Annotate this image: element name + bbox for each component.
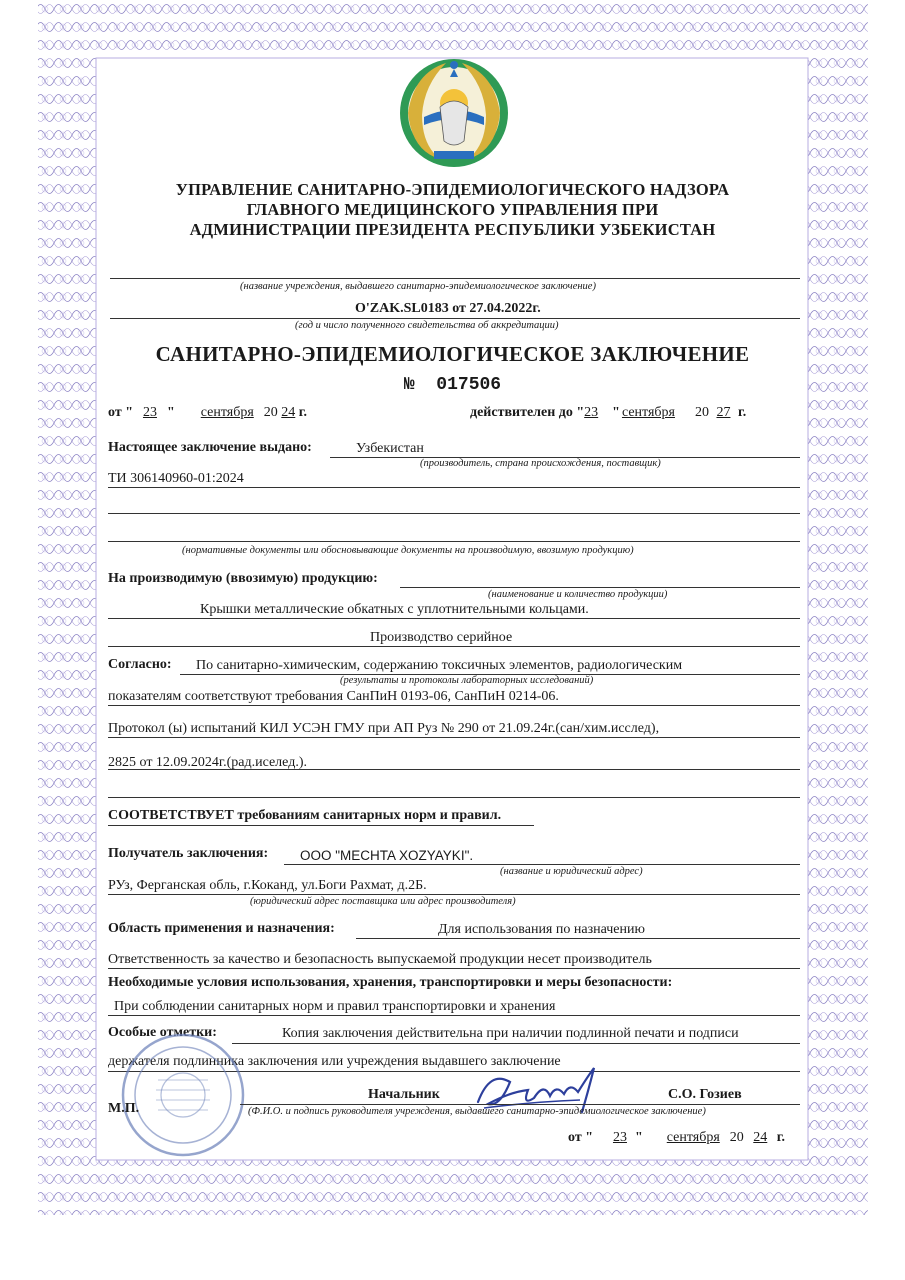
institution-caption: (название учреждения, выдавшего санитарно-эпидемиологическое заключение): [240, 281, 596, 292]
signer-position: Начальник: [368, 1087, 440, 1102]
recipient-address-caption: (юридический адрес поставщика или адрес производителя): [250, 896, 516, 907]
sign-day: 23: [612, 1130, 627, 1145]
recipient-caption: (название и юридический адрес): [500, 866, 643, 877]
responsibility-line: [108, 968, 800, 969]
issue-year-prefix: 20: [263, 405, 278, 420]
conditions-value: При соблюдении санитарных норм и правил транспортировки и хранения: [114, 999, 556, 1014]
sign-quote-close: ": [634, 1130, 643, 1145]
recipient-line: [284, 864, 800, 865]
issue-day: 23: [142, 405, 157, 420]
according-caption: (результаты и протоколы лабораторных исследований): [340, 675, 594, 686]
sign-date-prefix: от ": [568, 1130, 593, 1145]
valid-month: сентября: [621, 405, 675, 420]
product-underline-1: [108, 618, 800, 619]
scope-line: [356, 938, 800, 939]
issued-to-caption: (производитель, страна происхождения, поставщик): [420, 458, 661, 469]
according-line-1: По санитарно-химическим, содержанию токсичных элементов, радиологическим: [196, 658, 683, 673]
valid-until: [470, 405, 746, 421]
according-underline-2: [108, 705, 800, 706]
issued-to-value: Узбекистан: [356, 441, 424, 456]
according-underline-4: [108, 769, 800, 770]
issue-month: сентября: [200, 405, 254, 420]
product-caption: (наименование и количество продукции): [488, 589, 668, 600]
notes-underline-1: [232, 1043, 800, 1044]
product-label: На производимую (ввозимую) продукцию:: [108, 571, 378, 586]
number-value: 017506: [436, 375, 502, 395]
conformity-bold: СООТВЕТСТВУЕТ: [108, 808, 234, 823]
valid-year: 27: [716, 405, 731, 420]
mp-label: М.П.: [108, 1101, 140, 1116]
docs-value: ТИ 306140960-01:2024: [108, 471, 244, 486]
according-line-4: 2825 от 12.09.2024г.(рад.иселед.).: [108, 755, 307, 770]
according-line-2: показателям соответствуют требования СанПиН 0193-06, СанПиН 0214-06.: [108, 689, 559, 704]
sign-date: [568, 1130, 785, 1146]
conformity-rest: требованиям санитарных норм и правил.: [237, 808, 502, 823]
recipient-value: ООО "MECHTA XOZYAYKI".: [300, 848, 474, 863]
signature-line: [240, 1104, 800, 1105]
issue-suffix: г.: [298, 405, 308, 420]
product-line: [400, 587, 800, 588]
round-stamp-icon: [118, 1030, 248, 1160]
conformity-underline: [108, 825, 534, 826]
institution-line: [110, 278, 800, 279]
product-line-1: Крышки металлические обкатных с уплотнительными кольцами.: [200, 602, 589, 617]
signer-name: С.О. Гозиев: [668, 1087, 742, 1102]
docs-caption: (нормативные документы или обосновывающие документы на производимую, ввозимую продукцию): [182, 545, 634, 556]
notes-label: Особые отметки:: [108, 1025, 217, 1040]
according-underline-3: [108, 737, 800, 738]
accreditation-line: [110, 318, 800, 319]
sign-year-prefix: 20: [729, 1130, 744, 1145]
signature-caption: (Ф.И.О. и подпись руководителя учреждения, выдавшего санитарно-эпидемиологическое заключение): [248, 1106, 706, 1117]
valid-suffix: г.: [737, 405, 747, 420]
recipient-address: РУз, Ферганская обль, г.Коканд, ул.Боги Рахмат, д.2Б.: [108, 878, 427, 893]
scope-value: Для использования по назначению: [438, 922, 645, 937]
notes-line-1: Копия заключения действительна при наличии подлинной печати и подписи: [282, 1026, 739, 1041]
issue-quote-close: ": [166, 405, 175, 420]
valid-day: 23: [584, 405, 599, 420]
docs-line-3: [108, 541, 800, 542]
valid-year-prefix: 20: [694, 405, 709, 420]
according-label: Согласно:: [108, 657, 172, 672]
valid-quote-close: ": [612, 405, 620, 420]
sign-year: 24: [753, 1130, 768, 1145]
conformity: [108, 808, 501, 824]
conditions-label: Необходимые условия использования, хранения, транспортировки и меры безопасности:: [108, 975, 673, 990]
sign-suffix: г.: [776, 1130, 786, 1145]
accreditation-caption: (год и число полученного свидетельства об аккредитации): [295, 320, 559, 331]
product-line-2: Производство серийное: [370, 630, 513, 645]
notes-line-2: держателя подлинника заключения или учреждения выдавшего заключение: [108, 1054, 561, 1069]
issue-date: [108, 405, 307, 421]
issued-to-label: Настоящее заключение выдано:: [108, 440, 312, 455]
recipient-label: Получатель заключения:: [108, 846, 269, 861]
conditions-line: [108, 1015, 800, 1016]
certificate-number: [0, 375, 905, 395]
number-sign: №: [403, 375, 415, 395]
scope-label: Область применения и назначения:: [108, 921, 335, 936]
docs-line-2: [108, 513, 800, 514]
sign-month: сентября: [666, 1130, 720, 1145]
header-line-2: ГЛАВНОГО МЕДИЦИНСКОГО УПРАВЛЕНИЯ ПРИ: [246, 200, 659, 219]
according-underline-5: [108, 797, 800, 798]
responsibility: Ответственность за качество и безопасность выпускаемой продукции несет производитель: [108, 952, 652, 967]
product-underline-2: [108, 646, 800, 647]
according-line-3: Протокол (ы) испытаний КИЛ УСЭН ГМУ при АП Руз № 290 от 21.09.24г.(сан/хим.исслед),: [108, 721, 660, 736]
document-title: САНИТАРНО-ЭПИДЕМИОЛОГИЧЕСКОЕ ЗАКЛЮЧЕНИЕ: [155, 342, 750, 366]
issue-date-prefix: от ": [108, 405, 133, 420]
issue-year: 24: [281, 405, 296, 420]
accreditation-value: O'ZAK.SL0183 от 27.04.2022г.: [355, 301, 541, 316]
header-line-1: УПРАВЛЕНИЕ САНИТАРНО-ЭПИДЕМИОЛОГИЧЕСКОГО НАДЗОРА: [175, 180, 730, 199]
header-line-3: АДМИНИСТРАЦИИ ПРЕЗИДЕНТА РЕСПУБЛИКИ УЗБЕКИСТАН: [189, 220, 716, 239]
recipient-address-line: [108, 894, 800, 895]
valid-until-label: действителен до ": [470, 405, 585, 420]
state-emblem-icon: [394, 55, 514, 170]
docs-line-1: [108, 487, 800, 488]
